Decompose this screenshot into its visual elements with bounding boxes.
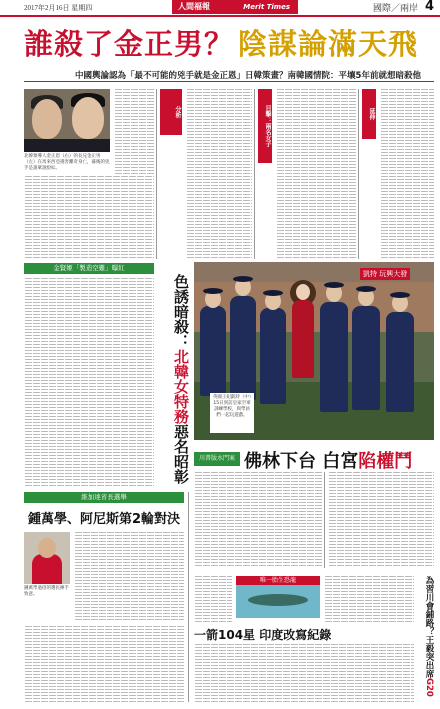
cadet-cap <box>203 288 223 294</box>
cadet-cap <box>263 290 283 296</box>
cadet-figure <box>320 302 348 412</box>
column-divider <box>188 492 189 702</box>
kim-brothers-photo[interactable] <box>24 89 110 152</box>
mid-story-tag: 川普版水門案 <box>194 452 240 466</box>
cadet-cap <box>356 286 376 292</box>
column-divider <box>156 89 157 259</box>
cadet-figure <box>230 296 256 400</box>
suit-shape <box>24 139 110 152</box>
dino-body-right <box>324 576 414 622</box>
main-photo-caption: 英國王妃凱特（中）15日到訪皇家空軍訓練學校，與學員們一起玩遊戲。 <box>210 393 254 433</box>
column-divider <box>358 89 359 259</box>
mid-story-body-right <box>328 472 434 568</box>
wang-yi-headline-part-2: G20 <box>424 678 434 697</box>
cadet-cap <box>233 276 253 282</box>
masthead-english: Merit Times <box>243 3 290 11</box>
tag-analysis: 分析 <box>160 89 182 135</box>
candidate-caption: 鍾萬學過招的選民揮手致意。 <box>24 586 69 597</box>
wang-yi-headline-part-1: 為習川會鋪路？王毅突出席 <box>424 576 434 678</box>
candidate-body <box>32 554 62 584</box>
headline-part-1: 誰殺了金正男？ <box>24 27 235 61</box>
election-body-upper <box>74 532 184 622</box>
candidate-head <box>38 538 56 558</box>
article-body-col2 <box>186 89 252 259</box>
masthead-title: 人間福報 <box>178 2 210 11</box>
page-number: 4 <box>424 0 434 14</box>
column-divider <box>254 89 255 259</box>
cadet-figure <box>352 306 380 410</box>
face-kim-jong-un <box>72 97 104 139</box>
mid-story-headline[interactable] <box>244 447 412 473</box>
side-story-body <box>24 278 154 486</box>
subheadline: 中國輿論認為「最不可能的兇手就是金正恩」日韓策畫？南韓國情院：平壤5年前就想暗殺他 <box>75 71 421 81</box>
cadet-figure <box>260 308 286 404</box>
cadet-cap <box>324 282 344 288</box>
dinosaur-shape <box>248 594 308 606</box>
headline-part-2: 陰謀論滿天飛 <box>238 27 419 61</box>
subhead-rule <box>24 81 434 82</box>
election-headline[interactable]: 鍾萬學、阿尼斯第2輪對決 <box>27 512 181 527</box>
election-bar: 維加達省長選舉 <box>24 492 184 503</box>
cadet-cap <box>390 292 410 298</box>
article-body-col1-upper <box>114 89 154 175</box>
side-title-part-3: 惡名昭彰 <box>172 424 190 484</box>
article-body-col4 <box>380 89 434 259</box>
dino-body-left <box>194 576 232 622</box>
masthead-logo <box>172 0 298 14</box>
top-photo-caption: 北韓領導人金正恩（右）的長兄金正男（左）在馬來西亞遇害離奇身亡，幕後的兇手是誰眾說紛紜。 <box>24 154 110 171</box>
india-satellite-body <box>194 644 414 702</box>
side-title-part-1: 色誘暗殺： <box>172 274 190 349</box>
election-body-lower <box>24 626 184 702</box>
india-satellite-headline[interactable]: 一箭104星 印度改寫紀錄 <box>194 628 332 642</box>
cadet-figure <box>200 306 226 396</box>
side-story-tag: 金賢姬「製造空難」曝紅 <box>24 263 154 274</box>
dinosaur-label: 唯一胎生恐龍 <box>236 576 320 585</box>
side-story-title[interactable] <box>160 272 190 486</box>
mid-story-body-left <box>194 472 322 568</box>
kate-red-coat <box>292 300 314 378</box>
column-divider <box>324 472 325 568</box>
face-kim-jong-nam <box>32 99 62 139</box>
issue-date: 2017年2月16日 星期四 <box>24 4 93 12</box>
photo-label: 凱特 玩興大發 <box>360 268 410 280</box>
article-body-col3 <box>276 89 356 259</box>
article-body-col1 <box>24 176 154 258</box>
mid-headline-part-1: 佛林下台 白宮 <box>244 451 359 472</box>
tag-extension: 延伸 <box>362 89 376 139</box>
mid-headline-part-2: 陷權鬥 <box>358 451 413 472</box>
main-headline[interactable] <box>24 22 434 64</box>
cadet-figure <box>386 312 414 412</box>
section-name: 國際／兩岸 <box>372 4 418 14</box>
side-title-part-2: 北韓女特務 <box>172 349 190 424</box>
candidate-photo[interactable] <box>24 532 70 584</box>
kate-face <box>296 284 310 300</box>
wang-yi-headline[interactable] <box>418 576 434 700</box>
header-rule <box>0 15 440 17</box>
tag-witness: 目擊：兩名女子 <box>258 89 272 163</box>
